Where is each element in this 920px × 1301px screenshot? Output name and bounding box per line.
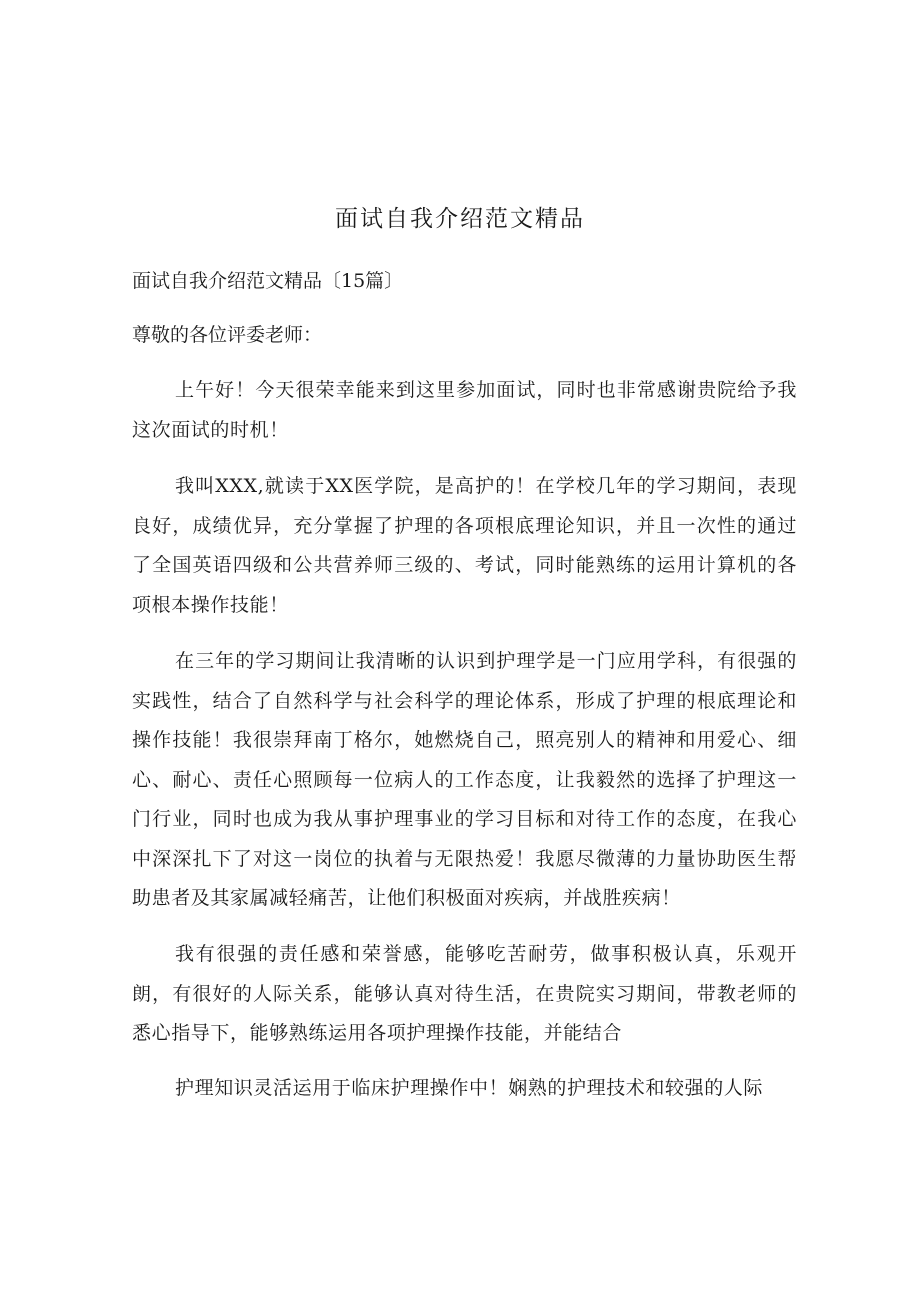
paragraph-personal-qualities: 我有很强的责任感和荣誉感，能够吃苦耐劳，做事积极认真，乐观开朗，有很好的人际关系，能够认真对待生活，在贵院实习期间，带教老师的悉心指导下，能够熟练运用各项护理操作技能，并能结合 [132,943,797,1044]
document-subtitle: 面试自我介绍范文精品〔15篇〕 [132,270,404,292]
paragraph-study-experience: 在三年的学习期间让我清晰的认识到护理学是一门应用学科，有很强的实践性，结合了自然科学与社会科学的理论体系，形成了护理的根底理论和操作技能！我很崇拜南丁格尔，她燃烧自己，照亮别人的精神和用爱心、细心、耐心、责任心照顾每一位病人的工作态度，让我毅然的选择了护理这一门行业，同时也成为我从事护理事业的学习目标和对待工作的态度，在我心中深深扎下了对这一岗位的执着与无限热爱！我愿尽微薄的力量协助医生帮助患者及其家属减轻痛苦，让他们积极面对疾病，并战胜疾病！ [132,650,797,909]
salutation: 尊敬的各位评委老师： [132,324,323,346]
paragraph-greeting: 上午好！今天很荣幸能来到这里参加面试，同时也非常感谢贵院给予我这次面试的时机！ [132,379,797,441]
paragraph-nursing-skills: 护理知识灵活运用于临床护理操作中！娴熟的护理技术和较强的人际 [175,1077,764,1099]
paragraph-introduction: 我叫XXX,就读于XX医学院，是高护的！在学校几年的学习期间，表现良好，成绩优异，充分掌握了护理的各项根底理论知识，并且一次性的通过了全国英语四级和公共营养师三级的、考试，同时能熟练的运用计算机的各项根本操作技能！ [132,475,797,616]
document-title: 面试自我介绍范文精品 [335,206,585,232]
